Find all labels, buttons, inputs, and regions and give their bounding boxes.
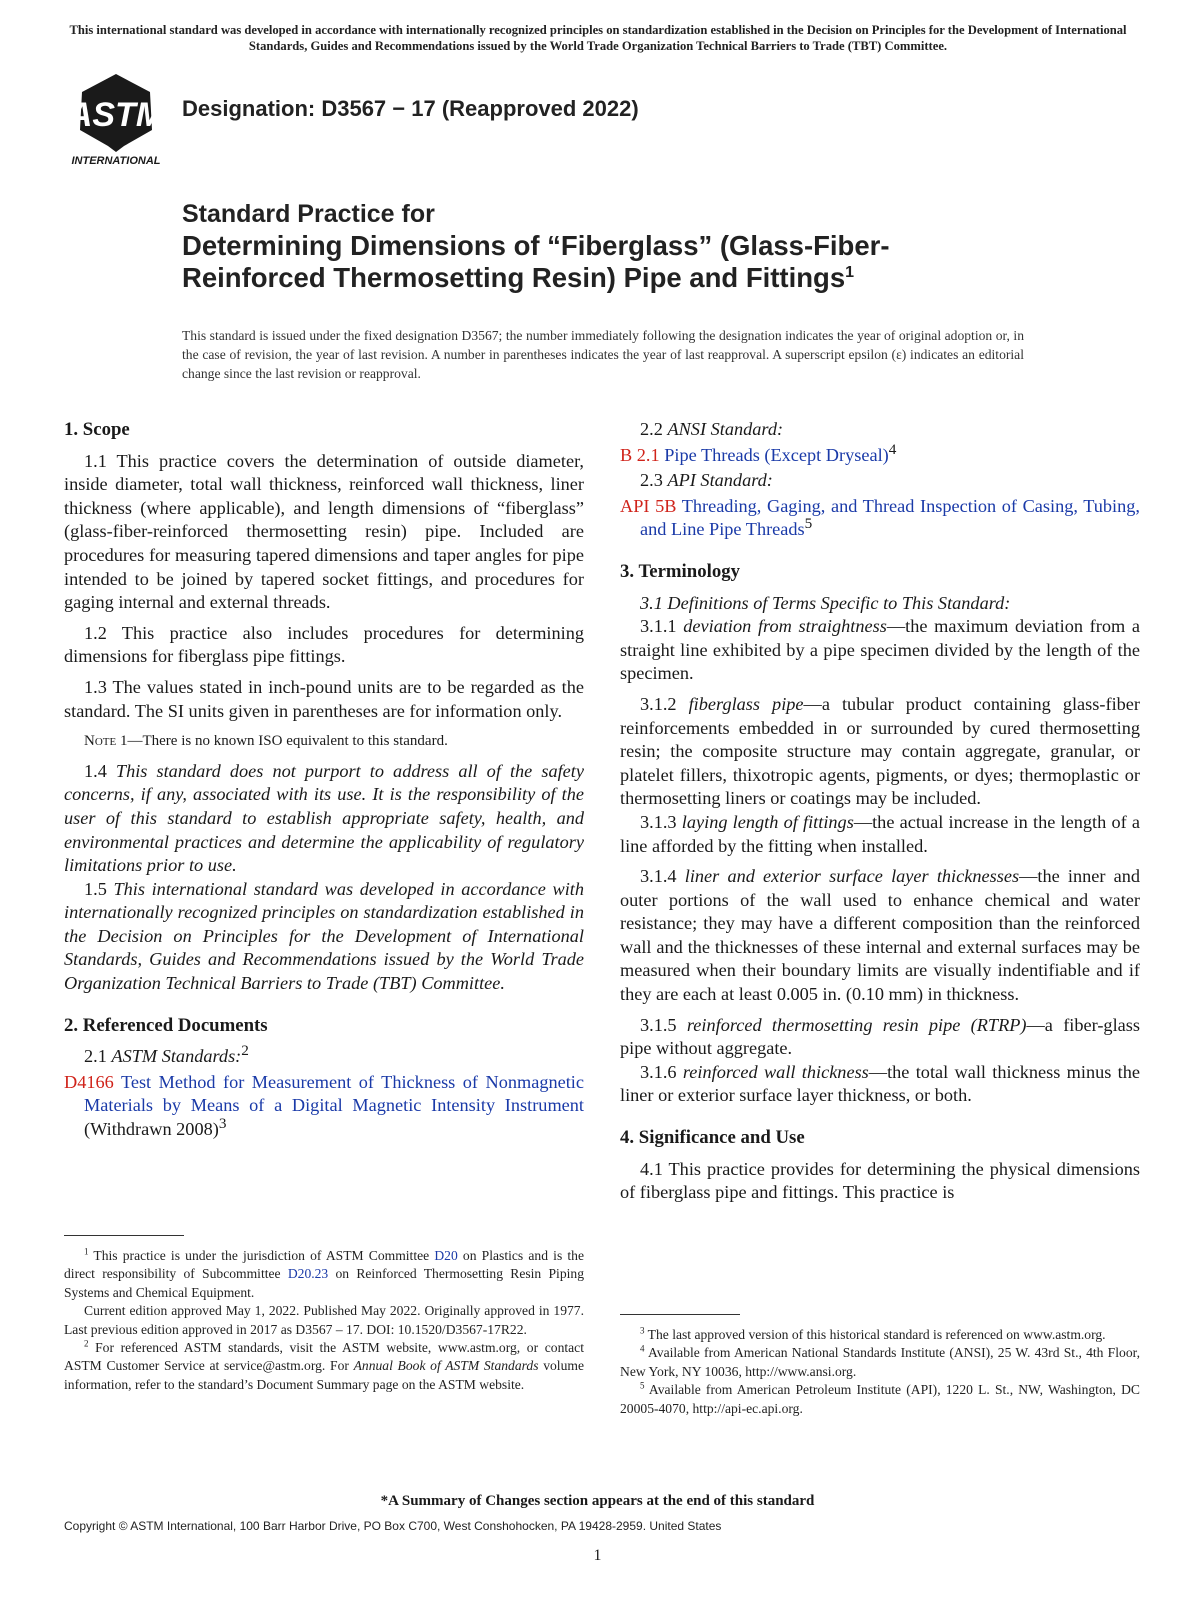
note-text: —There is no known ISO equivalent to this standard. xyxy=(127,733,448,750)
definition-3-1-6 xyxy=(620,1061,1140,1108)
section-2-1-num: 2.1 xyxy=(84,1046,107,1067)
para-1-5-text: This international standard was developed in accordance with internationally recognized principles on standardization established in the Decision on Principles for the Development of International Standards, Guides and Recommendations issued by the World Trade Organization Technical Barriers to Trade (TBT) Committee. xyxy=(64,878,584,994)
def-num: 3.1.1 xyxy=(640,616,677,637)
note-1 xyxy=(64,730,584,754)
significance-heading: 4. Significance and Use xyxy=(620,1127,805,1149)
ref-b21-title[interactable]: Pipe Threads (Except Dryseal) xyxy=(664,444,889,465)
fn-italic: Annual Book of ASTM Standards xyxy=(353,1358,539,1374)
referenced-heading: 2. Referenced Documents xyxy=(64,1014,268,1036)
para-1-2: 1.2 This practice also includes procedures for determining dimensions for fiberglass pipe fittings. xyxy=(64,622,584,667)
designation: Designation: D3567 − 17 (Reapproved 2022) xyxy=(182,96,639,121)
fn-text: on Reinforced Thermosetting Resin Piping Systems and Chemical Equipment. xyxy=(64,1266,584,1300)
para-3-1-text: 3.1 Definitions of Terms Specific to This Standard: xyxy=(640,592,1011,613)
section-2-1-label: ASTM Standards: xyxy=(111,1046,242,1067)
title-line-3: Reinforced Thermosetting Resin) Pipe and Fittings xyxy=(182,262,846,293)
title-footnote-mark[interactable]: 1 xyxy=(845,263,855,281)
copyright-line: Copyright © ASTM International, 100 Barr Harbor Drive, PO Box C700, West Conshohocken, PA 19428-2959. United States xyxy=(64,1519,722,1533)
footnote-mark-3[interactable]: 3 xyxy=(218,1114,227,1132)
para-1-4-num: 1.4 xyxy=(84,760,107,781)
footnotes-left xyxy=(64,1247,584,1394)
def-num: 3.1.4 xyxy=(640,866,677,887)
logo-subtext: INTERNATIONAL xyxy=(71,155,161,167)
footnote-mark-4[interactable]: 4 xyxy=(888,440,897,458)
para-1-1: 1.1 This practice covers the determination of outside diameter, inside diameter, total wall thickness, reinforced wall thickness, liner thickness (where applicable), and length dimensions of “fiberglass” (glass-fiber-reinforced thermosetting resin) pipe. Included are procedures for measuring tapered dimensions and taper angles for pipe intended to be joined by tapered socket fittings, and procedures for gaging internal and external threads. xyxy=(64,450,584,613)
summary-of-changes-note: *A Summary of Changes section appears at the end of this standard xyxy=(380,1493,815,1509)
section-2-2 xyxy=(640,418,1140,442)
edition-note: Current edition approved May 1, 2022. Published May 2022. Originally approved in 1977. Last previous edition approved in 2017 as D3567 – 17. DOI: 10.1520/D3567-17R22. xyxy=(64,1303,584,1337)
def-text: —the inner and outer portions of the wall used to enhance chemical and water resistance; they may have a different composition than the reinforced wall and the thicknesses of these internal and external surfaces may be measured when their boundary limits are visually indentifiable and if they are each at least 0.005 in. (0.10 mm) in thickness. xyxy=(620,866,1141,1005)
fn-mark: 5 xyxy=(640,1380,645,1391)
def-text: —a tubular product containing glass-fiber reinforcements embedded in or surrounded by cured thermosetting resin; the composite structure may contain aggregate, granular, or platelet fillers, thixotropic agents, pigments, or dyes; thermoplastic or thermosetting liners or coatings may be included. xyxy=(620,693,1141,809)
scope-heading: 1. Scope xyxy=(64,419,130,440)
ref-d4166-suffix: (Withdrawn 2008) xyxy=(84,1119,219,1140)
section-2-3-num: 2.3 xyxy=(640,470,663,491)
footnote-2 xyxy=(64,1339,584,1394)
def-term: deviation from straightness xyxy=(683,616,887,637)
fn-mark: 4 xyxy=(640,1343,645,1354)
def-num: 3.1.6 xyxy=(640,1061,677,1082)
def-term: reinforced thermosetting resin pipe (RTRP) xyxy=(686,1014,1027,1035)
footnote-5 xyxy=(620,1381,1140,1418)
footnote-1 xyxy=(64,1247,584,1302)
subcommittee-d20-23-link[interactable]: D20.23 xyxy=(287,1266,329,1282)
footnote-mark-5[interactable]: 5 xyxy=(804,515,813,533)
def-num: 3.1.3 xyxy=(640,811,677,832)
footnote-3 xyxy=(620,1326,1140,1344)
def-text: —the total wall thickness minus the liner or exterior surface layer thickness, or both. xyxy=(620,1061,1140,1106)
ref-d4166-code[interactable]: D4166 xyxy=(64,1071,114,1092)
section-2-3-label: API Standard: xyxy=(667,470,773,491)
para-4-1: 4.1 This practice provides for determining the physical dimensions of fiberglass pipe and fittings. This practice is xyxy=(620,1158,1140,1203)
fn-text: For referenced ASTM standards, visit the ASTM website, www.astm.org, or contact ASTM Customer Service at service@astm.org. For xyxy=(64,1340,584,1374)
def-text: —the actual increase in the length of a line afforded by the fitting when installed. xyxy=(620,811,1140,856)
ref-d4166-title[interactable]: Test Method for Measurement of Thickness of Nonmagnetic Materials by Means of a Digital Magnetic Intensity Instrument xyxy=(84,1071,584,1116)
note-label: Note 1 xyxy=(84,733,128,750)
definition-3-1-3 xyxy=(620,811,1140,858)
section-2-2-label: ANSI Standard: xyxy=(667,419,784,439)
ref-api-5b[interactable] xyxy=(620,495,1140,542)
fn-mark: 2 xyxy=(84,1338,89,1349)
def-text: —a fiber-glass pipe without aggregate. xyxy=(620,1014,1140,1059)
para-3-1 xyxy=(620,592,1140,616)
def-num: 3.1.2 xyxy=(640,693,677,714)
document-title xyxy=(182,198,1082,294)
def-term: liner and exterior surface layer thicknesses xyxy=(684,866,1020,887)
def-num: 3.1.5 xyxy=(640,1014,677,1035)
para-1-4 xyxy=(64,760,584,878)
def-term: laying length of fittings xyxy=(681,811,854,832)
section-2-3 xyxy=(640,469,1140,493)
fn-text: This practice is under the jurisdiction of ASTM Committee xyxy=(93,1248,435,1263)
astm-logo xyxy=(64,68,168,168)
fn-text: Available from American National Standards Institute (ANSI), 25 W. 43rd St., 4th Floor, New York, NY 10036, http://www.ansi.org. xyxy=(620,1345,1140,1379)
footnote-rule-left xyxy=(64,1235,184,1236)
para-1-4-text: This standard does not purport to address all of the safety concerns, if any, associated with its use. It is the responsibility of the user of this standard to establish appropriate safety, health, and environmental practices and determine the applicability of regulatory limitations prior to use. xyxy=(64,760,584,876)
title-line-2: Determining Dimensions of “Fiberglass” (Glass-Fiber- xyxy=(182,230,890,261)
fn-text: The last approved version of this historical standard is referenced on www.astm.org. xyxy=(647,1327,1106,1342)
astm-logo-mark xyxy=(67,74,165,152)
section-2-1 xyxy=(84,1042,584,1069)
left-column xyxy=(64,418,584,1144)
ref-api-code[interactable]: API 5B xyxy=(620,495,677,516)
definition-3-1-4 xyxy=(620,865,1140,1007)
fn-mark: 3 xyxy=(640,1325,645,1336)
footnote-mark-2[interactable]: 2 xyxy=(241,1042,249,1060)
definition-3-1-5 xyxy=(620,1014,1140,1061)
para-1-5 xyxy=(64,878,584,996)
ref-b21-code[interactable]: B 2.1 xyxy=(620,444,660,465)
fn-text: volume information, refer to the standard’s Document Summary page on the ASTM website. xyxy=(64,1358,584,1392)
definition-3-1-1 xyxy=(620,615,1140,686)
logo-text: ASTM xyxy=(67,96,165,134)
wto-notice: This international standard was developed in accordance with internationally recognized principles on standardization established in the Decision on Principles for the Development of International Standards, Guides and Recommendations issued by the World Trade Organization Technical Barriers to Trade (TBT) Committee. xyxy=(69,23,1127,53)
terminology-heading: 3. Terminology xyxy=(620,560,741,582)
footnote-rule-right xyxy=(620,1314,740,1315)
para-1-5-num: 1.5 xyxy=(84,878,107,899)
footnote-4 xyxy=(620,1344,1140,1381)
right-column xyxy=(620,418,1140,1212)
page-number: 1 xyxy=(593,1547,602,1564)
title-line-1: Standard Practice for xyxy=(182,200,435,228)
def-term: reinforced wall thickness xyxy=(682,1061,869,1082)
footnotes-right xyxy=(620,1326,1140,1418)
fn-text: Available from American Petroleum Institute (API), 1220 L. St., NW, Washington, DC 20005-4070, http://api-ec.api.org. xyxy=(620,1382,1140,1416)
ref-d4166[interactable] xyxy=(64,1071,584,1142)
issued-statement: This standard is issued under the fixed designation D3567; the number immediately following the designation indicates the year of original adoption or, in the case of revision, the year of last revision. A number in parentheses indicates the year of last reapproval. A superscript epsilon (ε) indicates an editorial change since the last revision or reapproval. xyxy=(182,328,1024,381)
def-text: —the maximum deviation from a straight line exhibited by a pipe specimen divided by the length of the specimen. xyxy=(620,616,1140,684)
def-term: fiberglass pipe xyxy=(688,693,804,714)
section-2-2-num: 2.2 xyxy=(640,419,663,439)
ref-b21[interactable] xyxy=(620,440,1140,468)
committee-d20-link[interactable]: D20 xyxy=(434,1248,458,1263)
fn-text: on Plastics and is the direct responsibility of Subcommittee xyxy=(64,1248,584,1282)
definition-3-1-2 xyxy=(620,693,1140,811)
fn-mark: 1 xyxy=(84,1246,89,1257)
para-1-3: 1.3 The values stated in inch-pound units are to be regarded as the standard. The SI units given in parentheses are for information only. xyxy=(64,676,584,721)
ref-api-title[interactable]: Threading, Gaging, and Thread Inspection of Casing, Tubing, and Line Pipe Threads xyxy=(640,495,1140,540)
